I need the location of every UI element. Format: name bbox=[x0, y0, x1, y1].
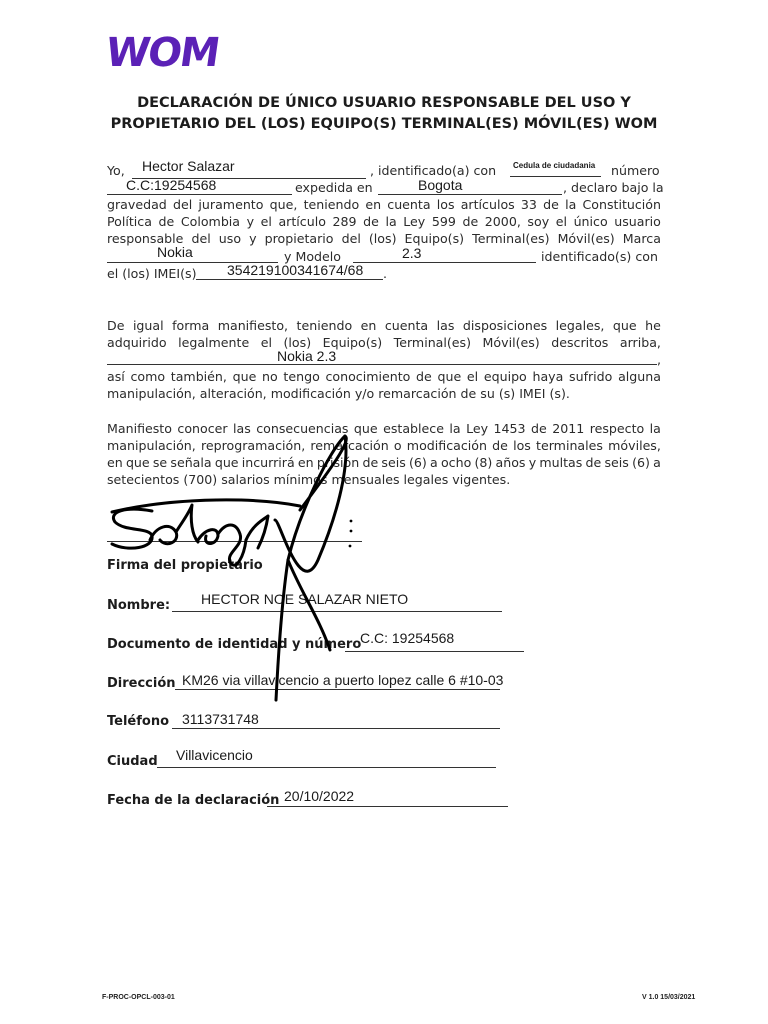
word: conocimiento bbox=[325, 369, 411, 384]
word: 33 bbox=[520, 197, 537, 212]
word: legales, bbox=[555, 318, 605, 333]
direccion-label: Dirección bbox=[107, 676, 176, 691]
word: que bbox=[125, 455, 150, 470]
word: señala bbox=[170, 455, 212, 470]
word: gravedad bbox=[107, 197, 167, 212]
word: artículos bbox=[460, 197, 515, 212]
firma-label: Firma del propietario bbox=[107, 558, 263, 573]
word: disposiciones bbox=[462, 318, 548, 333]
word: Política bbox=[107, 214, 152, 229]
word: que bbox=[353, 421, 378, 436]
word: Móvil(es) bbox=[482, 335, 540, 350]
form-version: V 1.0 15/03/2021 bbox=[642, 994, 696, 1001]
text-expedida: expedida en bbox=[295, 180, 373, 195]
word: Equipo(s) bbox=[404, 231, 465, 246]
filled-city-issued: Bogota bbox=[418, 177, 463, 193]
word: cuenta bbox=[387, 197, 431, 212]
telefono-label: Teléfono bbox=[107, 714, 170, 729]
word: artículo bbox=[278, 214, 326, 229]
word: 2011 bbox=[552, 421, 585, 436]
word: Terminal(es) bbox=[393, 335, 472, 350]
word: los bbox=[513, 438, 531, 453]
word: (los) bbox=[368, 231, 397, 246]
word: manifiesto, bbox=[217, 318, 289, 333]
word: forma bbox=[172, 318, 210, 333]
word: (8) bbox=[474, 455, 493, 470]
word: y bbox=[249, 231, 257, 246]
filled-nombre: HECTOR NOE SALAZAR NIETO bbox=[201, 591, 409, 607]
word: de bbox=[531, 421, 547, 436]
word: y bbox=[528, 455, 537, 470]
word: de bbox=[158, 214, 175, 229]
word: del bbox=[172, 197, 193, 212]
word: a bbox=[653, 455, 661, 470]
word: teniendo bbox=[303, 197, 360, 212]
word: en bbox=[107, 455, 123, 470]
word: sufrido bbox=[569, 369, 613, 384]
word: y bbox=[246, 214, 255, 229]
word: juramento bbox=[198, 197, 264, 212]
word: no bbox=[262, 369, 278, 384]
word: multas bbox=[539, 455, 583, 470]
word: en bbox=[360, 318, 377, 333]
word: seis bbox=[381, 455, 406, 470]
word: el bbox=[260, 214, 272, 229]
text-numero: número bbox=[611, 163, 660, 178]
document-title-line2: PROPIETARIO DEL (LOS) EQUIPO(S) TERMINAL(ES) MÓVIL(ES) WOM bbox=[110, 116, 658, 132]
word: Terminal(es) bbox=[472, 231, 550, 246]
filled-name: Hector Salazar bbox=[142, 158, 235, 174]
word: Equipo(s) bbox=[322, 335, 383, 350]
word: Colombia bbox=[180, 214, 241, 229]
document-title-line1: DECLARACIÓN DE ÚNICO USUARIO RESPONSABLE DEL USO Y bbox=[137, 95, 631, 111]
word: las bbox=[436, 318, 455, 333]
form-code: F-PROC-OPCL-003-01 bbox=[102, 994, 175, 1001]
word: prisión bbox=[316, 455, 360, 470]
word: Ley bbox=[466, 421, 489, 436]
word: Móvil(es) bbox=[557, 231, 615, 246]
word: años bbox=[495, 455, 526, 470]
word: igual bbox=[132, 318, 164, 333]
word: a bbox=[430, 455, 438, 470]
filled-devices: Nokia 2.3 bbox=[277, 348, 337, 364]
word: Marca bbox=[622, 231, 661, 246]
word: el bbox=[466, 369, 479, 384]
word: de bbox=[363, 214, 379, 229]
word: (6) bbox=[632, 455, 650, 470]
word: (los) bbox=[283, 335, 312, 350]
word: único bbox=[573, 214, 608, 229]
text-y-modelo: y Modelo bbox=[284, 249, 341, 264]
word: usuario bbox=[614, 214, 661, 229]
word: remarcación bbox=[310, 438, 389, 453]
nombre-label: Nombre: bbox=[107, 598, 171, 613]
word: terminales bbox=[536, 438, 603, 453]
word: la bbox=[565, 197, 577, 212]
word: Manifiesto bbox=[107, 421, 172, 436]
filled-imei: 354219100341674/68 bbox=[227, 262, 364, 278]
word: incurrirá bbox=[241, 455, 295, 470]
word: que bbox=[612, 318, 637, 333]
word: la bbox=[449, 421, 461, 436]
word: en bbox=[297, 455, 314, 470]
word: reprogramación, bbox=[200, 438, 306, 453]
text-declaro: , declaro bajo la bbox=[563, 180, 664, 195]
text-identificado: , identificado(a) con bbox=[370, 163, 497, 178]
word: de bbox=[585, 455, 602, 470]
documento-label: Documento de identidad y número bbox=[107, 637, 362, 652]
word: arriba, bbox=[619, 335, 661, 350]
word: alguna bbox=[618, 369, 661, 384]
text-identificados: identificado(s) con bbox=[541, 249, 658, 264]
word: propietario bbox=[264, 231, 334, 246]
filled-telefono: 3113731748 bbox=[182, 711, 259, 727]
filled-model: 2.3 bbox=[402, 245, 422, 261]
word: adquirido bbox=[107, 335, 167, 350]
para2-line5: manipulación, alteración, modificación y/o remarcación de su (s) IMEI (s). bbox=[107, 386, 570, 401]
word: móviles, bbox=[608, 438, 661, 453]
word: tengo bbox=[283, 369, 320, 384]
ciudad-label: Ciudad bbox=[107, 754, 158, 769]
word: 289 bbox=[332, 214, 357, 229]
word: uso bbox=[218, 231, 242, 246]
word: que bbox=[232, 369, 257, 384]
word: el bbox=[260, 335, 272, 350]
text-comma: , bbox=[657, 352, 662, 367]
word: teniendo bbox=[296, 318, 353, 333]
word: o bbox=[393, 438, 402, 453]
word: que bbox=[214, 455, 239, 470]
word: 1453 bbox=[493, 421, 526, 436]
word: las bbox=[233, 421, 251, 436]
word: que, bbox=[269, 197, 298, 212]
word: equipo bbox=[483, 369, 527, 384]
word: descritos bbox=[551, 335, 609, 350]
fecha-label: Fecha de la declaración bbox=[107, 793, 280, 808]
word: cuenta bbox=[384, 318, 429, 333]
word: la bbox=[385, 214, 397, 229]
filled-doc-type: Cedula de ciudadania bbox=[513, 161, 596, 170]
word: seis bbox=[604, 455, 629, 470]
word: del bbox=[191, 231, 211, 246]
para3-line4: setecientos (700) salarios mínimos mensuales legales vigentes. bbox=[107, 472, 511, 487]
word: he bbox=[645, 318, 661, 333]
word: también, bbox=[170, 369, 227, 384]
word: legalmente bbox=[178, 335, 250, 350]
filled-documento: C.C: 19254568 bbox=[360, 630, 455, 646]
word: se bbox=[152, 455, 168, 470]
word: consecuencias bbox=[256, 421, 349, 436]
word: 599 bbox=[431, 214, 456, 229]
word: manipulación, bbox=[107, 438, 196, 453]
filled-doc-number: C.C:19254568 bbox=[126, 177, 217, 193]
word: el bbox=[555, 214, 567, 229]
word: la bbox=[649, 421, 661, 436]
text-period: . bbox=[383, 266, 388, 281]
word: soy bbox=[527, 214, 550, 229]
text-yo: Yo, bbox=[107, 163, 125, 178]
word: de bbox=[492, 438, 508, 453]
filled-brand: Nokia bbox=[157, 244, 193, 260]
word: ocho bbox=[440, 455, 472, 470]
word: que bbox=[437, 369, 462, 384]
word: Ley bbox=[403, 214, 426, 229]
word: conocer bbox=[177, 421, 228, 436]
word: respecto bbox=[589, 421, 645, 436]
text-imei-label: el (los) IMEI(s) bbox=[107, 266, 197, 281]
word: Constitución bbox=[582, 197, 661, 212]
word: de bbox=[543, 197, 559, 212]
word: establece bbox=[383, 421, 444, 436]
word: responsable bbox=[107, 231, 184, 246]
word: de bbox=[416, 369, 432, 384]
word: los bbox=[436, 197, 455, 212]
word: modificación bbox=[406, 438, 487, 453]
word: haya bbox=[532, 369, 564, 384]
word: de bbox=[362, 455, 379, 470]
filled-ciudad: Villavicencio bbox=[176, 747, 253, 763]
word: de bbox=[462, 214, 479, 229]
word: así bbox=[107, 369, 125, 384]
word: en bbox=[365, 197, 382, 212]
word: De bbox=[107, 318, 125, 333]
word: del bbox=[341, 231, 361, 246]
filled-fecha: 20/10/2022 bbox=[284, 788, 355, 804]
wom-logo: WOM bbox=[102, 30, 222, 76]
word: como bbox=[130, 369, 166, 384]
word: 2000, bbox=[484, 214, 521, 229]
word: (6) bbox=[408, 455, 427, 470]
filled-direccion: KM26 via villavicencio a puerto lopez calle 6 #10-03 bbox=[182, 672, 504, 688]
